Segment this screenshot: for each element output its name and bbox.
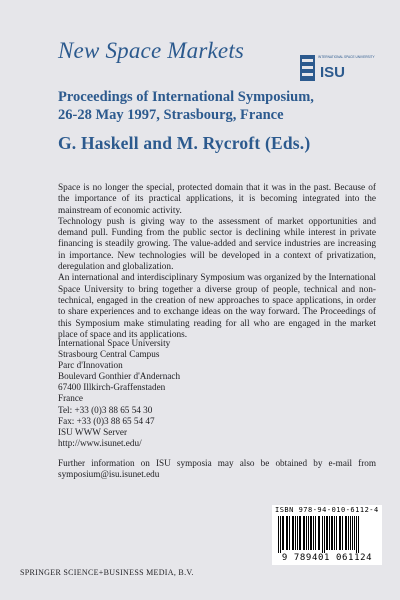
barcode-bar: [310, 516, 312, 550]
address-line: France: [58, 393, 83, 404]
barcode-bar: [334, 516, 335, 550]
barcode-bar: [282, 516, 284, 550]
blurb-paragraph: An international and interdisciplinary Symposium was organized by the International Space University to bring together a diverse group of people, technical and non-technical, engaged in the creation of new approaches to space applications, in order to share experiences and to exchange ideas on the way forward. The Proceedings of this Symposium make stimulating reading for all who are engaged in the market place of space and its applications.: [58, 273, 376, 340]
barcode-bar: [297, 516, 298, 550]
barcode-bar: [315, 516, 316, 550]
barcode-bar: [280, 516, 281, 553]
address-line: Parc d'Innovation: [58, 360, 123, 371]
www-info: [58, 427, 142, 449]
subtitle-line-1: Proceedings of International Symposium,: [58, 89, 314, 105]
barcode-bar: [308, 516, 309, 550]
address-fax: Fax: +33 (0)3 88 65 54 47: [58, 415, 155, 426]
barcode-bar: [329, 516, 330, 550]
barcode-bar: [318, 516, 320, 550]
barcode-bar: [306, 516, 307, 550]
further-info: Further information on ISU symposia may also be obtained by e-mail from symposium@isu.isunet.edu: [58, 458, 376, 480]
barcode-bar: [358, 516, 359, 553]
barcode-bar: [354, 516, 355, 550]
www-url[interactable]: http://www.isunet.edu/: [58, 438, 142, 449]
barcode-bar: [339, 516, 341, 550]
blurb-paragraph: Technology push is giving way to the assessment of market opportunities and demand pull. Funding from the public sector is declining while interest in private financing is steadily growing. The value-added and service industries are increasing in importance. New technologies will be developed in a context of privatization, deregulation and globalization.: [58, 216, 376, 273]
barcode-bars: [278, 516, 376, 553]
blurb: [58, 183, 376, 341]
barcode-bar: [292, 516, 294, 550]
address-line: Strasbourg Central Campus: [58, 349, 160, 360]
subtitle-line-2: 26-28 May 1997, Strasbourg, France: [58, 107, 284, 123]
isbn-barcode: [272, 505, 382, 565]
barcode-bar: [313, 516, 314, 550]
barcode-bar: [326, 516, 328, 550]
isu-address: [58, 338, 180, 427]
editors: G. Haskell and M. Rycroft (Eds.): [58, 133, 311, 153]
barcode-bar: [303, 516, 305, 550]
barcode-bar: [299, 516, 301, 550]
address-line: International Space University: [58, 338, 171, 348]
www-label: ISU WWW Server: [58, 427, 128, 437]
barcode-bar: [295, 516, 296, 550]
barcode-bar: [336, 516, 337, 550]
publisher-name: SPRINGER SCIENCE+BUSINESS MEDIA, B.V.: [20, 568, 194, 577]
barcode-bar: [356, 516, 357, 553]
proceedings-subtitle: [58, 88, 388, 124]
isu-logo: [298, 53, 375, 83]
barcode-bar: [289, 516, 290, 550]
isbn-number: ISBN 978-94-010-6112-4: [275, 506, 379, 514]
barcode-bar: [352, 516, 353, 550]
barcode-bar: [348, 516, 349, 550]
barcode-bar: [324, 516, 325, 553]
barcode-bar: [286, 516, 288, 550]
book-title: New Space Markets: [58, 38, 245, 63]
address-phone: Tel: +33 (0)3 88 65 54 30: [58, 404, 153, 415]
barcode-bar: [350, 516, 351, 550]
barcode-bar: [342, 516, 343, 550]
barcode-bar: [278, 516, 279, 553]
isu-logo-mark: ISU: [320, 64, 346, 81]
barcode-bar: [345, 516, 347, 550]
barcode-digits: 9 789401 061124: [281, 553, 373, 563]
barcode-bar: [322, 516, 323, 553]
blurb-paragraph: Space is no longer the special, protected domain that it was in the past. Because of the importance of its practical applications, it is becoming integrated into the mainstream of economic activity.: [58, 183, 376, 216]
barcode-bar: [331, 516, 333, 550]
address-line: 67400 Illkirch-Graffenstaden: [58, 382, 166, 393]
isu-logo-caption: INTERNATIONAL SPACE UNIVERSITY: [318, 55, 375, 59]
address-line: Boulevard Gonthier d'Andernach: [58, 371, 181, 382]
